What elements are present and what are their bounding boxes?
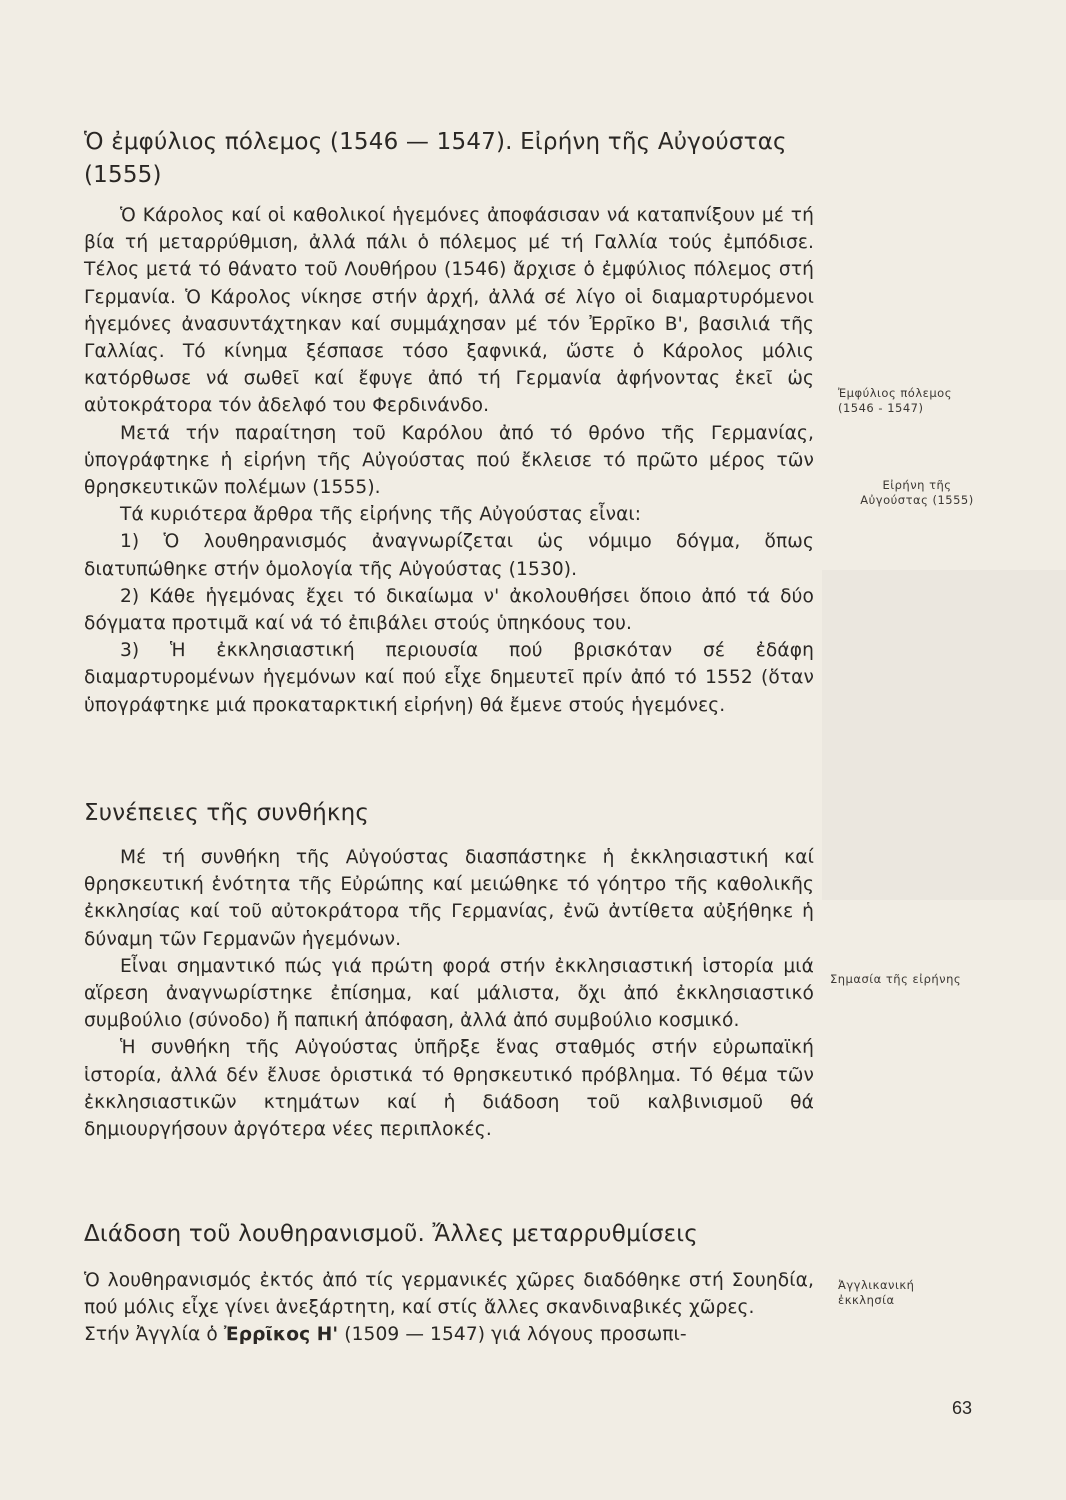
paragraph: Ἡ συνθήκη τῆς Αὐγούστας ὑπῆρξε ἕνας σταθμός στήν εὐρωπαϊκή ἱστορία, ἀλλά δέν ἔλυσε ὁριστικά τό θρησκευτικό πρόβλημα. Τό θέμα τῶν ἐκκλησιαστικῶν κτημάτων καί ἡ διάδοση τοῦ καλβινισμοῦ θά δημιουργήσουν ἀργότερα νέες περιπλοκές. (84, 1037, 814, 1141)
margin-note-anglican (838, 1278, 1018, 1308)
margin-note-significance (830, 972, 1010, 987)
section-body-spread (84, 1267, 814, 1349)
paragraph: Μετά τήν παραίτηση τοῦ Καρόλου ἀπό τό θρόνο τῆς Γερμανίας, ὑπογράφτηκε ἡ εἰρήνη τῆς Αὐγούστας πού ἔκλεισε τό πρῶτο μέρος τῶν θρησκευτικῶν πολέμων (1555). (84, 422, 814, 499)
list-item: 2) Κάθε ἡγεμόνας ἔχει τό δικαίωμα ν' ἀκολουθήσει ὅποιο ἀπό τά δύο δόγματα προτιμᾶ καί νά τό ἐπιβάλει στούς ὑπηκόους του. (84, 585, 814, 635)
paragraph: Ὁ Κάρολος καί οἱ καθολικοί ἡγεμόνες ἀποφάσισαν νά καταπνίξουν μέ τή βία τή μεταρρύθμιση, ἀλλά πάλι ὁ πόλεμος μέ τή Γαλλία τούς ἐμπόδισε. Τέλος μετά τό θάνατο τοῦ Λουθήρου (1546) ἄρχισε ὁ ἐμφύλιος πόλεμος στή Γερμανία. Ὁ Κάρολος νίκησε στήν ἀρχή, ἀλλά σέ λίγο οἱ διαμαρτυρόμενοι ἡγεμόνες ἀνασυντάχτηκαν καί συμμάχησαν μέ τόν Ἐρρῖκο Β', βασιλιά τῆς Γαλλίας. Τό κίνημα ξέσπασε τόσο ξαφνικά, ὥστε ὁ Κάρολος μόλις κατόρθωσε νά σωθεῖ καί ἔφυγε ἀπό τή Γερμανία ἀφήνοντας ἐκεῖ ὡς αὐτοκράτορα τόν ἀδελφό του Φερδινάνδο. (84, 205, 814, 417)
margin-note-line: Σημασία τῆς εἰρήνης (830, 972, 962, 986)
text-run: Στήν Ἀγγλία ὁ (84, 1324, 224, 1346)
paragraph (84, 1321, 814, 1348)
page-number: 63 (952, 1398, 973, 1418)
show-through-shading (822, 570, 1066, 900)
section-title-civil-war: Ὁ ἐμφύλιος πόλεμος (1546 — 1547). Εἰρήνη τῆς Αὐγούστας (1555) (84, 129, 787, 188)
paragraph: Τά κυριότερα ἄρθρα τῆς εἰρήνης τῆς Αὐγούστας εἶναι: (120, 504, 642, 526)
margin-note-line: ἐκκλησία (838, 1293, 895, 1307)
section-body-consequences (84, 844, 814, 1143)
section-body-civil-war (84, 202, 814, 719)
text-run: (1509 — 1547) γιά λόγους προσωπι- (338, 1324, 687, 1346)
paragraph: Μέ τή συνθήκη τῆς Αὐγούστας διασπάστηκε ἡ ἐκκλησιαστική καί θρησκευτική ἑνότητα τῆς Εὐρώπης καί μειώθηκε τό γόητρο τῆς καθολικῆς ἐκκλησίας καί τοῦ αὐτοκράτορα τῆς Γερμανίας, ἐνῶ ἀντίθετα αὐξήθηκε ἡ δύναμη τῶν Γερμανῶν ἡγεμόνων. (84, 847, 814, 950)
margin-note-civil-war (838, 386, 1018, 416)
paragraph: Εἶναι σημαντικό πώς γιά πρώτη φορά στήν ἐκκλησιαστική ἱστορία μιά αἵρεση ἀναγνωρίστηκε ἐπίσημα, καί μάλιστα, ὄχι ἀπό ἐκκλησιαστικό συμβούλιο (σύνοδο) ἤ παπική ἀπόφαση, ἀλλά ἀπό συμβούλιο κοσμικό. (84, 955, 814, 1032)
list-item: 1) Ὁ λουθηρανισμός ἀναγνωρίζεται ὡς νόμιμο δόγμα, ὅπως διατυπώθηκε στήν ὁμολογία τῆς Αὐγούστας (1530). (84, 531, 814, 580)
margin-note-line: Εἰρήνη τῆς (882, 478, 952, 492)
margin-note-peace (822, 478, 1012, 508)
margin-note-line: Αὐγούστας (1555) (860, 493, 974, 507)
margin-note-line: (1546 - 1547) (838, 401, 924, 415)
margin-note-line: Ἀγγλικανική (838, 1278, 915, 1292)
bold-name: Ἐρρῖκος Η' (223, 1324, 339, 1346)
section-title-spread: Διάδοση τοῦ λουθηρανισμοῦ. Ἄλλες μεταρρυθμίσεις (84, 1221, 698, 1247)
list-item: 3) Ἡ ἐκκλησιαστική περιουσία πού βρισκόταν σέ ἐδάφη διαμαρτυρομένων ἡγεμόνων καί πού εἶχε δημευτεῖ πρίν ἀπό τό 1552 (ὅταν ὑπογράφτηκε μιά προκαταρκτική εἰρήνη) θά ἔμενε στούς ἡγεμόνες. (84, 640, 814, 716)
paragraph: Ὁ λουθηρανισμός ἐκτός ἀπό τίς γερμανικές χῶρες διαδόθηκε στή Σουηδία, πού μόλις εἶχε γίνει ἀνεξάρτητη, καί στίς ἄλλες σκανδιναβικές χῶρες. (84, 1270, 814, 1319)
margin-note-line: Ἐμφύλιος πόλεμος (838, 386, 952, 400)
section-title-consequences: Συνέπειες τῆς συνθήκης (84, 800, 370, 826)
